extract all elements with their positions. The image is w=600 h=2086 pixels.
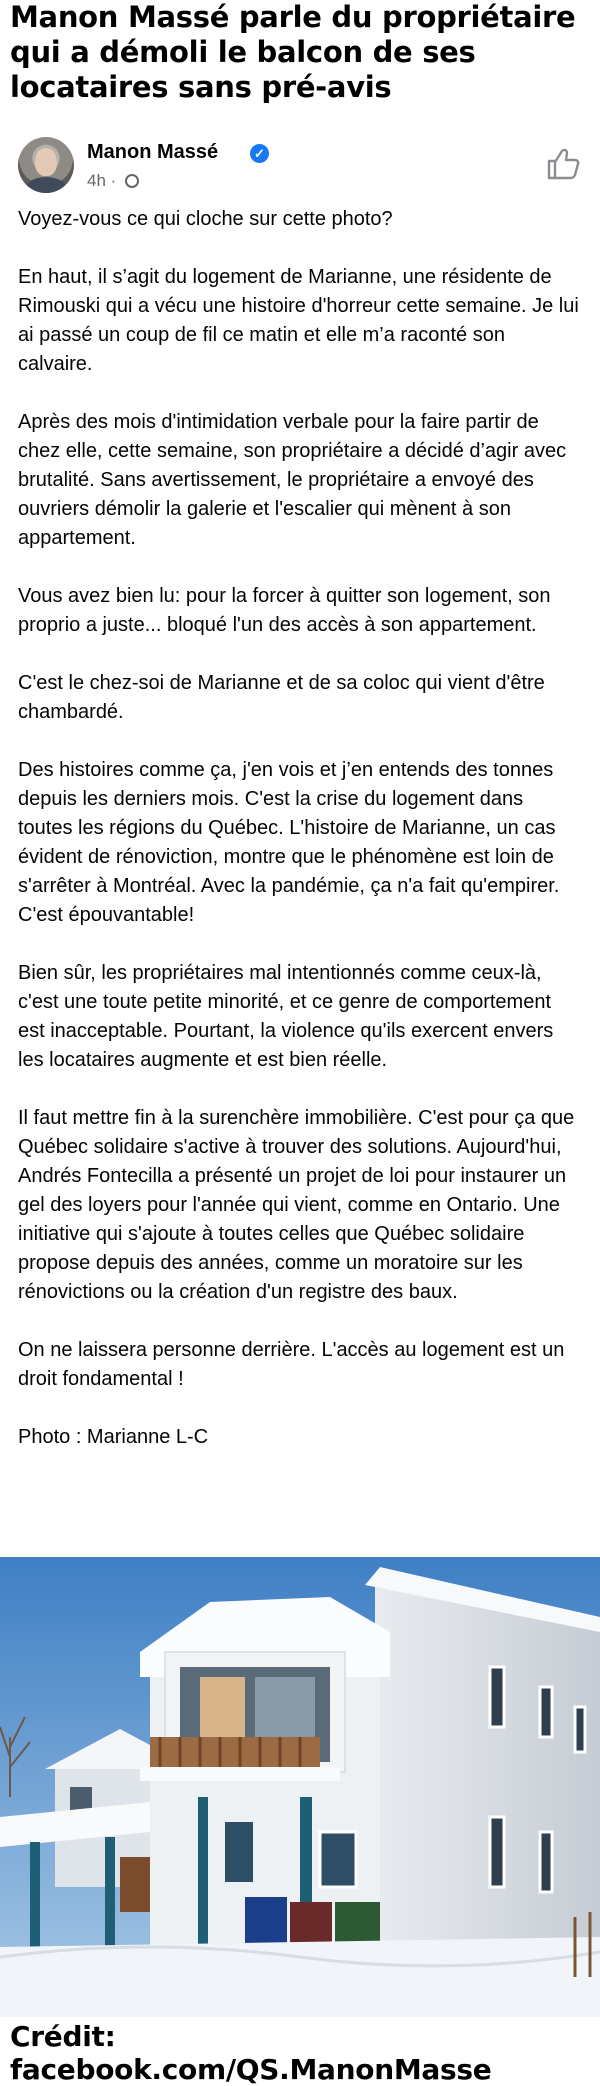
post-paragraph: Des histoires comme ça, j'en vois et j’en entends des tonnes depuis les derniers mois. C'est la crise du logement dans toutes les régions du Québec. L'histoire de Marianne, un cas évident de rénoviction, montre que le phénomène est loin de s'arrêter à Montréal. Avec la pandémie, ça n'a fait qu'empirer. C'est épouvantable! [18, 759, 560, 926]
post-paragraph: On ne laissera personne derrière. L'accès au logement est un droit fondamental ! [18, 1339, 565, 1390]
post-meta [87, 171, 139, 191]
post-paragraph: Voyez-vous ce qui cloche sur cette photo? [18, 208, 393, 230]
post-paragraph: Il faut mettre fin à la surenchère immobilière. C'est pour ça que Québec solidaire s'active à trouver des solutions. Aujourd'hui, Andrés Fontecilla a présenté un projet de loi pour instaurer un gel des loyers pour l'année qui vient, comme en Ontario. Une initiative qui s'ajoute à toutes celles que Québec solidaire propose depuis des années, comme un moratoire sur les rénovictions ou la création d'un registre des baux. [18, 1107, 575, 1303]
headline: Manon Massé parle du propriétaire qui a démoli le balcon de ses locataires sans pré-avis [10, 0, 576, 104]
author-name[interactable]: Manon Massé [87, 141, 219, 163]
credit-line: Crédit: facebook.com/QS.ManonMasse [10, 2020, 492, 2086]
post-paragraph: Bien sûr, les propriétaires mal intentionnés comme ceux-là, c'est une toute petite minorité, et ce genre de comportement est inacceptable. Pourtant, la violence qu'ils exercent envers les locataires augmente et est bien réelle. [18, 962, 554, 1071]
post-paragraph: Vous avez bien lu: pour la forcer à quitter son logement, son proprio a juste... bloqué l'un des accès à son appartement. [18, 585, 551, 636]
post-body [18, 205, 583, 1481]
post-paragraph: En haut, il s’agit du logement de Marianne, une résidente de Rimouski qui a vécu une histoire d'horreur cette semaine. Je lui ai passé un coup de fil ce matin et elle m’a raconté son calvaire. [18, 266, 579, 375]
post-photo[interactable] [0, 1557, 600, 2017]
post-time[interactable]: 4h [87, 171, 106, 190]
post-paragraph: C'est le chez-soi de Marianne et de sa coloc qui vient d'être chambardé. [18, 672, 545, 723]
globe-icon [125, 174, 139, 188]
post-header [18, 137, 588, 197]
meta-separator: · [110, 171, 117, 190]
avatar[interactable] [18, 137, 74, 193]
verified-badge-icon: ✓ [250, 144, 269, 163]
post-paragraph: Après des mois d'intimidation verbale pour la faire partir de chez elle, cette semaine, son propriétaire a décidé d’agir avec brutalité. Sans avertissement, le propriétaire a envoyé des ouvriers démolir la galerie et l'escalier qui mènent à son appartement. [18, 411, 567, 549]
like-icon[interactable] [546, 147, 580, 181]
post-paragraph: Photo : Marianne L-C [18, 1426, 209, 1448]
